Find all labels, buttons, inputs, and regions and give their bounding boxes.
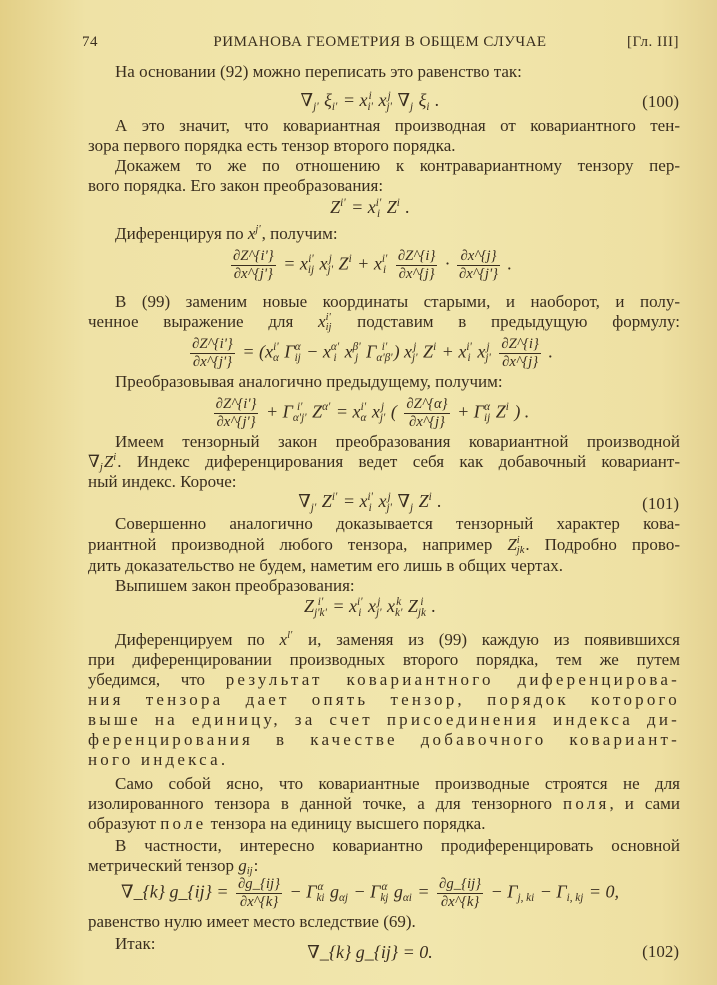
text-line: риантной производной любого тензора, например Z i jk . Подробно прово- [88,534,681,557]
inline-math: Z i jk [507,534,525,557]
text-line: ченное выражение для x i' ij подставим в предыдущую формулу: [88,311,680,334]
equation: $\frac{\partial Z\^{}\{i'\}}{\partial x\^{}\{j'\}}$ + Γ i' α'j' Z α' = x i' α x j j' ( $\frac{\partial Z\^{}\{\alpha\}}{\partial x\^{}\{j\}}$ + Γ α ij Z i ) . [215,396,530,430]
script-index: j' [313,100,319,113]
script-index: i [396,196,400,209]
script-index: i, kj [566,892,584,905]
script-index: i jk [516,534,525,557]
script-index: j [410,501,414,514]
text-line: изолированного тензора в данной точке, а для тензорного поля, и сами [88,794,680,813]
script-index: i' j'k' [314,595,327,619]
script-index: i' [331,100,338,113]
script-index: β' j [352,341,361,365]
script-index: l' [287,629,293,641]
script-index: j j' [327,253,334,277]
text-line: метрический тензор g ij : [88,856,259,878]
text-line [88,690,680,710]
script-index: i i' [367,89,373,113]
fraction [236,876,282,911]
script-index: i' α'j' [292,401,307,425]
script-index: i' ij [307,253,315,277]
fraction-numerator: ∂g_{ij} [439,876,482,892]
fraction-denominator: ∂x^{k} [239,893,279,910]
emphasized-text: ференцирования в качестве добавочного ковариант- [88,730,680,749]
text-line: Докажем то же по отношению к контравариантному тензору пер- [115,156,680,175]
text-line: Само собой ясно, что ковариантные производные строятся не для [115,774,680,793]
script-index: α' i [330,341,340,365]
inline-math: x l' [280,630,294,649]
text-line: В (99) заменим новые координаты старыми, и наоборот, и полу- [115,292,680,311]
script-index: i' α [272,341,279,365]
script-index: i' i [381,253,388,277]
text-line: убедимся, что результат ковариантного диференцирова- [88,670,680,689]
fraction [499,336,541,371]
emphasized-text: ния тензора дает опять тензор, порядок которого [88,690,680,709]
equation: Z i' = x i' i Z i . [330,196,410,220]
script-index: j' [310,501,317,514]
script-index: j' [255,223,261,235]
fraction-numerator: ∂g_{ij} [238,876,281,892]
fraction-numerator: ∂x^{j} [457,248,500,266]
script-index: i [428,490,432,503]
text-line [88,710,680,730]
fraction-numerator: ∂Z^{i} [397,248,436,264]
script-index: α' [322,401,331,414]
script-index: j j' [412,341,418,365]
inline-math: x j' [248,224,262,243]
script-index: α ij [294,341,301,365]
text-line [88,730,680,750]
script-index: j j' [386,490,392,514]
chapter-label: [Гл. III] [626,34,679,50]
emphasized-text: поля [563,794,610,813]
fraction [437,876,483,911]
script-index: i [433,341,437,354]
script-index: k k' [395,595,403,619]
fraction [404,396,449,431]
page-number: 74 [82,34,98,50]
script-index: i' i [357,595,363,619]
fraction-denominator: ∂x^{j} [502,353,539,370]
script-index: i' α [360,401,367,425]
text-line: Диференцируя по x j' , получим: [115,224,680,246]
text-line: равенство нулю имеет место вследствие (69). [88,912,416,931]
emphasized-text: результат ковариантного диференцирова- [225,670,680,689]
fraction [231,248,276,283]
script-index: j j' [376,595,382,619]
script-index: i' [331,490,338,503]
equation: $\frac{\partial Z\^{}\{i'\}}{\partial x\^{}\{j'\}}$ = x i' ij x j j' Z i + x i' i $\frac{\partial Z\^{}\{i\}}{\partial x\^{}\{j\}}$ · $\frac{\partial x\^{}\{j\}}{\partial x\^{}\{j'\}}$ . [232,248,513,282]
script-index: α ij [483,401,491,425]
script-index: i' i [466,341,472,365]
script-index: i' [340,196,346,209]
script-index: ij [246,866,253,878]
fraction-denominator: ∂x^{j'} [458,265,499,282]
fraction [457,248,500,283]
text-line: Выпишем закон преобразования: [115,576,355,595]
text-line: Диференцируем по x l' и, заменяя из (99) каждую из появившихся [115,630,680,652]
script-index: j j' [485,341,491,365]
script-index: α kj [380,881,389,905]
text-line: зора первого порядка есть тензор второго порядка. [88,136,456,155]
text-line [88,750,680,770]
fraction-numerator: ∂Z^{i'} [232,248,274,264]
emphasized-text: ного индекса. [88,750,229,769]
script-index: i' ij [325,311,332,334]
fraction-numerator: ∂Z^{α} [406,396,448,412]
script-index: i [426,100,430,113]
script-index: j, ki [517,892,535,905]
text-line: Совершенно аналогично доказывается тензорный характер кова- [115,514,680,533]
script-index: i' i [367,490,373,514]
equation-number: (101) [642,494,679,513]
text-line: Имеем тензорный закон преобразования ковариантной производной [115,432,680,451]
text-line: при диференцировании производных второго порядка, тем же путем [88,650,680,669]
fraction-numerator: ∂Z^{i'} [215,396,257,412]
script-index: j j' [386,89,392,113]
inline-math: ∇ j Z i [88,451,117,474]
fraction [396,248,438,283]
inline-math: g ij [238,856,253,878]
text-line: дить доказательство не будем, наметим его лишь в общих чертах. [88,556,563,575]
script-index: i [505,401,509,414]
text-line: ный индекс. Короче: [88,472,237,491]
script-index: j j' [379,401,386,425]
emphasized-text: поле [160,814,207,833]
equation: $\frac{\partial Z\^{}\{i'\}}{\partial x\^{}\{j'\}}$ = (x i' α Γ α ij − x α' i x β' j Γ i' α'β' ) x j j' Z i + x i' i x j j' $\frac{\partial Z\^{}\{i\}}{\partial x\^{}\{j\}}$ . [192,336,553,370]
fraction-denominator: ∂x^{k} [440,893,480,910]
script-index: j [410,100,414,113]
fraction-denominator: ∂x^{j'} [216,413,256,430]
script-index: j [99,462,103,474]
script-index: αj [339,892,348,905]
script-index: i' α'β' [376,341,393,365]
text-line: образуют поле тензора на единицу высшего порядка. [88,814,486,833]
equation-term: ∇_{k} g_{ij} = 0. [307,942,433,962]
script-index: αi [402,892,412,905]
script-index: α ki [316,881,325,905]
equation-number: (102) [642,942,679,961]
running-title: РИМАНОВА ГЕОМЕТРИЯ В ОБЩЕМ СЛУЧАЕ [213,34,547,50]
script-index: i jk [417,595,426,619]
text-line: ∇ j Z i . Индекс диференцирования ведет себя как добавочный ковариант- [88,451,680,474]
fraction-denominator: ∂x^{j} [408,413,445,430]
fraction-numerator: ∂Z^{i'} [192,336,233,352]
equation-term: ∇_{k} g_{ij} = [121,881,233,902]
text-line: В частности, интересно ковариантно продиференцировать основной [115,836,680,855]
fraction-numerator: ∂Z^{i} [501,336,539,352]
equation: Z i' j'k' = x i' i x j j' x k k' Z i jk . [304,595,436,619]
fraction-denominator: ∂x^{j'} [192,353,232,370]
equation-102 [60,942,680,963]
fraction [214,396,259,431]
script-index: i' i [375,196,382,220]
script-index: i [348,253,352,266]
equation-100: ∇ j' ξ i' = x i i' x j j' ∇ j ξ i . [300,89,440,113]
fraction [190,336,235,371]
emphasized-text: выше на единицу, за счет присоединения индекса ди- [88,710,680,729]
fraction-denominator: ∂x^{j'} [233,265,273,282]
equation-number: (100) [642,92,679,111]
fraction-denominator: ∂x^{j} [398,265,435,282]
text-line: А это значит, что ковариантная производная от ковариантного тен- [115,116,680,135]
inline-math: x i' ij [318,311,332,334]
text-line: Преобразовывая аналогично предыдущему, получим: [115,372,503,391]
script-index: i [113,451,117,463]
equation: ∇_{k} g_{ij} = $\frac{\partial g\_\{ij\}}{\partial x\^{}\{k\}}$ − Γ α ki g αj − Γ α kj g αi = $\frac{\partial g\_\{ij\}}{\partial x\^{}\{k\}}$ − Γ j, ki − Γ i, kj = 0, [121,876,619,910]
text-line: Итак: [115,934,156,953]
text-line: На основании (92) можно переписать это равенство так: [115,62,522,81]
equation-101: ∇ j' Z i' = x i' i x j j' ∇ j Z i . [298,490,442,514]
text-line: вого порядка. Его закон преобразования: [88,176,384,195]
